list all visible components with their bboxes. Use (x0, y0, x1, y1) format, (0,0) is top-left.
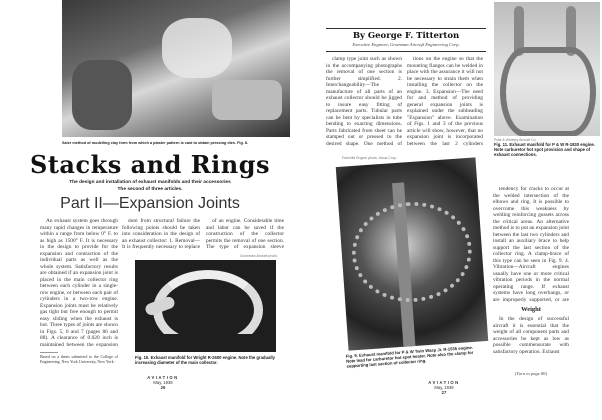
part-heading: Part II—Expansion Joints (60, 195, 240, 212)
top-photo-caption: Saler method of modelling clay form from which a plaster pattern is cast to obtain pressing dies. Fig. 8. (62, 141, 249, 145)
footnote: Based on a thesis submitted to the College of Engineering, New York University, New York. (40, 354, 118, 364)
weight-heading: Weight (521, 306, 541, 313)
byline-rule-bottom (326, 51, 486, 52)
body-text: In the design of successful aircraft it is essential that the weight of all component parts and accessories be kept as low as possible commensurate with satisfactory operation. Exhaust (493, 316, 569, 355)
right-column-3 (493, 186, 569, 303)
left-footer (133, 375, 193, 391)
body-text: An exhaust system goes through many rapid changes in temperature within a range from below 0° F. to as high as 1500° F. It is necessary in the design to provide for the expansion and contraction of the individual parts as well as the whole system. Satisfactory results are obtained if an expansion joint is placed in the main collector ring between each cylinder in a single-row engine, or between each pair of cylinders in a two-row engine. Expansion joints must be relatively gas tight but free enough to permit easy sliding when the exhaust is hot. Three types of joints are shown in Figs. 5, 6 and 7 (pages 86 and 88). A clearance of 0.020 inch is maintained between the expansion (40, 218, 118, 348)
weight-text (493, 316, 569, 355)
article-title: Stacks and Rings (29, 150, 271, 179)
article-subtitle: The design and installation of exhaust manifolds and their accessories (69, 180, 231, 185)
right-column-1 (326, 56, 402, 147)
fig11-caption: Fig. 11. Exhaust manifold for P & W R-1830 engine. Note carburetor hot spot provision and shape of exhaust connections. (494, 142, 595, 157)
series-note: The second of three articles. (117, 187, 183, 192)
continued-link[interactable]: (Turn to page 86) (514, 371, 548, 376)
issue-date: May, 1939 (153, 380, 173, 386)
photo-credit-mid: Fairchild Engine photo, Alcoa Corp. (342, 156, 397, 160)
body-text: dom from structural failure the following points should be taken into consideration in the design of an exhaust collector: 1. Removal—It is frequently necessary to replace (122, 218, 200, 250)
body-text: tions on the engine so that the mounting flanges can be welded in place with the assurance it will not be necessary to strain them when installing the collector on the engine. 3. Expansion—The need for and method of providing general expansion joints is explained under the subheading "Expansion" above. Examination of Figs. 1 and 3 of the previous article will show, however, that no expansion joint is incorporated between the last 2 cylinders (407, 56, 483, 147)
footnote-rule (40, 352, 58, 353)
fig9-caption: Fig. 9. Exhaust manifold for P & W Twin Wasp Jr. R-1535 engine. Note lead for carburetor hot spot heater. Note also the clamp for supporting last section of collector ring. (345, 344, 474, 369)
magazine-name: AVIATION (147, 375, 179, 380)
author-affiliation: Executive Engineer, Grumman Aircraft Engineering Corp. (352, 42, 460, 47)
body-text: of an engine. Considerable time and labor can be saved if the construction of the collector permits the removal of one section. The type of expansion sleeve (206, 218, 284, 250)
pw-manifold-photo (494, 2, 600, 136)
page-number: 26 (160, 385, 166, 391)
clay-modelling-photo (62, 0, 290, 137)
left-column-2 (122, 218, 200, 250)
right-footer (414, 380, 474, 396)
photo-credit-top: Pratt & Whitney Aircraft Co. (494, 138, 537, 142)
twin-wasp-engine-photo (336, 157, 488, 350)
magazine-name: AVIATION (428, 380, 460, 385)
page-number: 27 (441, 390, 447, 396)
issue-date: May, 1939 (434, 385, 454, 391)
photo-credit: Grumman Aircraft photo (240, 254, 278, 258)
fig10-caption: Fig. 10. Exhaust manifold for Wright R-2600 engine. Note the gradually increasing diameter of the main collector. (135, 355, 275, 365)
body-text: tendency for cracks to occur at the welded intersection of the elbows and ring. It is possible to overcome this weakness by welding reinforcing gussets across the critical areas. An alternative method is to put an expansion joint between the last two cylinders and install an auxiliary brace to help support the last section of the collector ring. A clamp-brace of this type can be seen in Fig. 9. 4. Vibration—Aircraft engines usually have one or more critical vibration periods in the normal operating range. If exhaust systems have long overhangs, or are improperly supported, or are (493, 186, 569, 303)
right-column-2 (407, 56, 483, 147)
left-column-1 (40, 218, 118, 348)
byline: By George F. Titterton (352, 31, 460, 41)
byline-rule-top (326, 28, 486, 29)
left-column-3 (206, 218, 284, 250)
body-text: clamp type joint such as shown in the accompanying photographs the removal of one section is further simplified. 2. Interchangeability—The manufacture of all parts of an exhaust collector should be jigged to insure easy fitting of replacement parts. Tubular parts can be bent by specialists in tube bending to exacting dimensions. Parts fabricated from sheet can be stamped out or pressed to the desired shape. One method of (326, 56, 402, 147)
wright-manifold-photo (135, 260, 276, 352)
